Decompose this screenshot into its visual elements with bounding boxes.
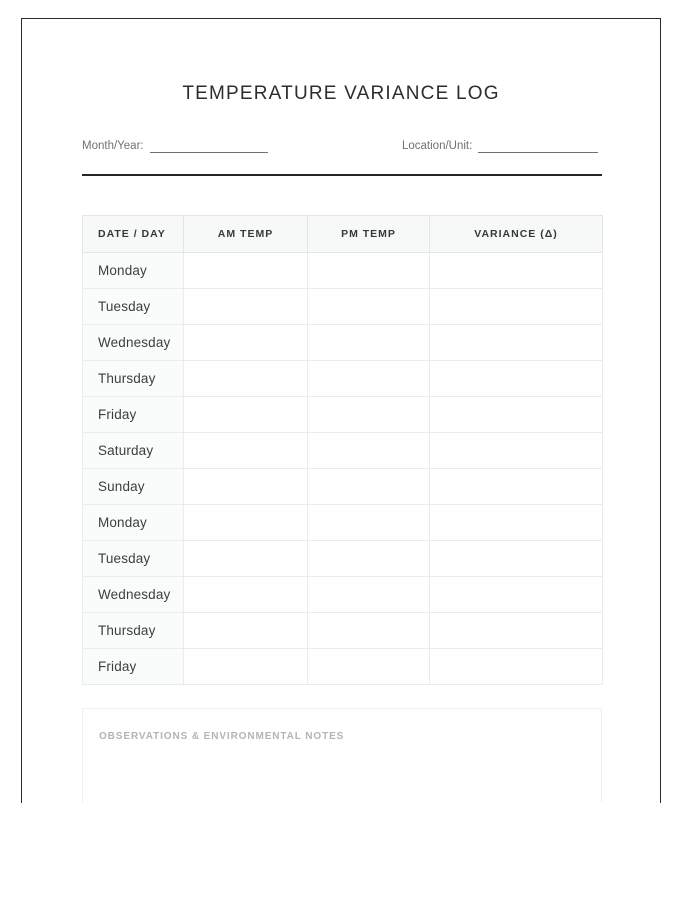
document-page bbox=[21, 18, 661, 803]
table-row bbox=[83, 469, 603, 505]
pm-temp-cell[interactable] bbox=[308, 541, 430, 577]
table-row bbox=[83, 253, 603, 289]
variance-cell[interactable] bbox=[430, 361, 603, 397]
pm-temp-cell[interactable] bbox=[308, 325, 430, 361]
pm-temp-cell[interactable] bbox=[308, 361, 430, 397]
page-title: TEMPERATURE VARIANCE LOG bbox=[182, 83, 500, 104]
table-row bbox=[83, 325, 603, 361]
location-unit-input[interactable] bbox=[478, 141, 598, 153]
day-label-cell: Saturday bbox=[83, 433, 184, 469]
column-header-date-day: DATE / DAY bbox=[83, 216, 184, 253]
day-label-cell: Wednesday bbox=[83, 325, 184, 361]
column-header-pm-temp: PM TEMP bbox=[308, 216, 430, 253]
table-row bbox=[83, 505, 603, 541]
pm-temp-cell[interactable] bbox=[308, 577, 430, 613]
variance-cell[interactable] bbox=[430, 649, 603, 685]
table-header-row bbox=[83, 216, 603, 253]
table-row bbox=[83, 613, 603, 649]
variance-cell[interactable] bbox=[430, 253, 603, 289]
day-label-cell: Monday bbox=[83, 505, 184, 541]
am-temp-cell[interactable] bbox=[184, 469, 308, 505]
day-label-cell: Friday bbox=[83, 649, 184, 685]
variance-cell[interactable] bbox=[430, 433, 603, 469]
observations-notes-panel[interactable] bbox=[82, 708, 602, 802]
location-unit-field[interactable] bbox=[402, 139, 598, 153]
table-row bbox=[83, 649, 603, 685]
am-temp-cell[interactable] bbox=[184, 361, 308, 397]
month-year-input[interactable] bbox=[150, 141, 268, 153]
pm-temp-cell[interactable] bbox=[308, 649, 430, 685]
day-label-cell: Thursday bbox=[83, 361, 184, 397]
pm-temp-cell[interactable] bbox=[308, 433, 430, 469]
am-temp-cell[interactable] bbox=[184, 289, 308, 325]
day-label-cell: Sunday bbox=[83, 469, 184, 505]
am-temp-cell[interactable] bbox=[184, 649, 308, 685]
day-label-cell: Tuesday bbox=[83, 541, 184, 577]
day-label-cell: Monday bbox=[83, 253, 184, 289]
day-label-cell: Tuesday bbox=[83, 289, 184, 325]
meta-field-row bbox=[82, 139, 602, 163]
variance-cell[interactable] bbox=[430, 541, 603, 577]
table-row bbox=[83, 361, 603, 397]
variance-cell[interactable] bbox=[430, 505, 603, 541]
column-header-am-temp: AM TEMP bbox=[184, 216, 308, 253]
variance-cell[interactable] bbox=[430, 397, 603, 433]
am-temp-cell[interactable] bbox=[184, 577, 308, 613]
am-temp-cell[interactable] bbox=[184, 253, 308, 289]
variance-cell[interactable] bbox=[430, 577, 603, 613]
temperature-log-table bbox=[82, 215, 603, 685]
location-unit-label: Location/Unit: bbox=[402, 140, 473, 152]
table-row bbox=[83, 289, 603, 325]
am-temp-cell[interactable] bbox=[184, 325, 308, 361]
day-label-cell: Wednesday bbox=[83, 577, 184, 613]
day-label-cell: Friday bbox=[83, 397, 184, 433]
am-temp-cell[interactable] bbox=[184, 541, 308, 577]
variance-cell[interactable] bbox=[430, 289, 603, 325]
observations-notes-title: OBSERVATIONS & ENVIRONMENTAL NOTES bbox=[99, 731, 345, 742]
table-row bbox=[83, 397, 603, 433]
month-year-field[interactable] bbox=[82, 139, 268, 153]
table-row bbox=[83, 541, 603, 577]
am-temp-cell[interactable] bbox=[184, 433, 308, 469]
am-temp-cell[interactable] bbox=[184, 505, 308, 541]
variance-cell[interactable] bbox=[430, 469, 603, 505]
am-temp-cell[interactable] bbox=[184, 613, 308, 649]
variance-cell[interactable] bbox=[430, 325, 603, 361]
pm-temp-cell[interactable] bbox=[308, 253, 430, 289]
am-temp-cell[interactable] bbox=[184, 397, 308, 433]
table-row bbox=[83, 577, 603, 613]
pm-temp-cell[interactable] bbox=[308, 505, 430, 541]
day-label-cell: Thursday bbox=[83, 613, 184, 649]
pm-temp-cell[interactable] bbox=[308, 397, 430, 433]
month-year-label: Month/Year: bbox=[82, 140, 144, 152]
pm-temp-cell[interactable] bbox=[308, 469, 430, 505]
pm-temp-cell[interactable] bbox=[308, 289, 430, 325]
document-sheet bbox=[22, 19, 660, 802]
table-body bbox=[83, 253, 603, 685]
column-header-variance: VARIANCE (Δ) bbox=[430, 216, 603, 253]
table-row bbox=[83, 433, 603, 469]
variance-cell[interactable] bbox=[430, 613, 603, 649]
header-divider bbox=[82, 174, 602, 176]
pm-temp-cell[interactable] bbox=[308, 613, 430, 649]
